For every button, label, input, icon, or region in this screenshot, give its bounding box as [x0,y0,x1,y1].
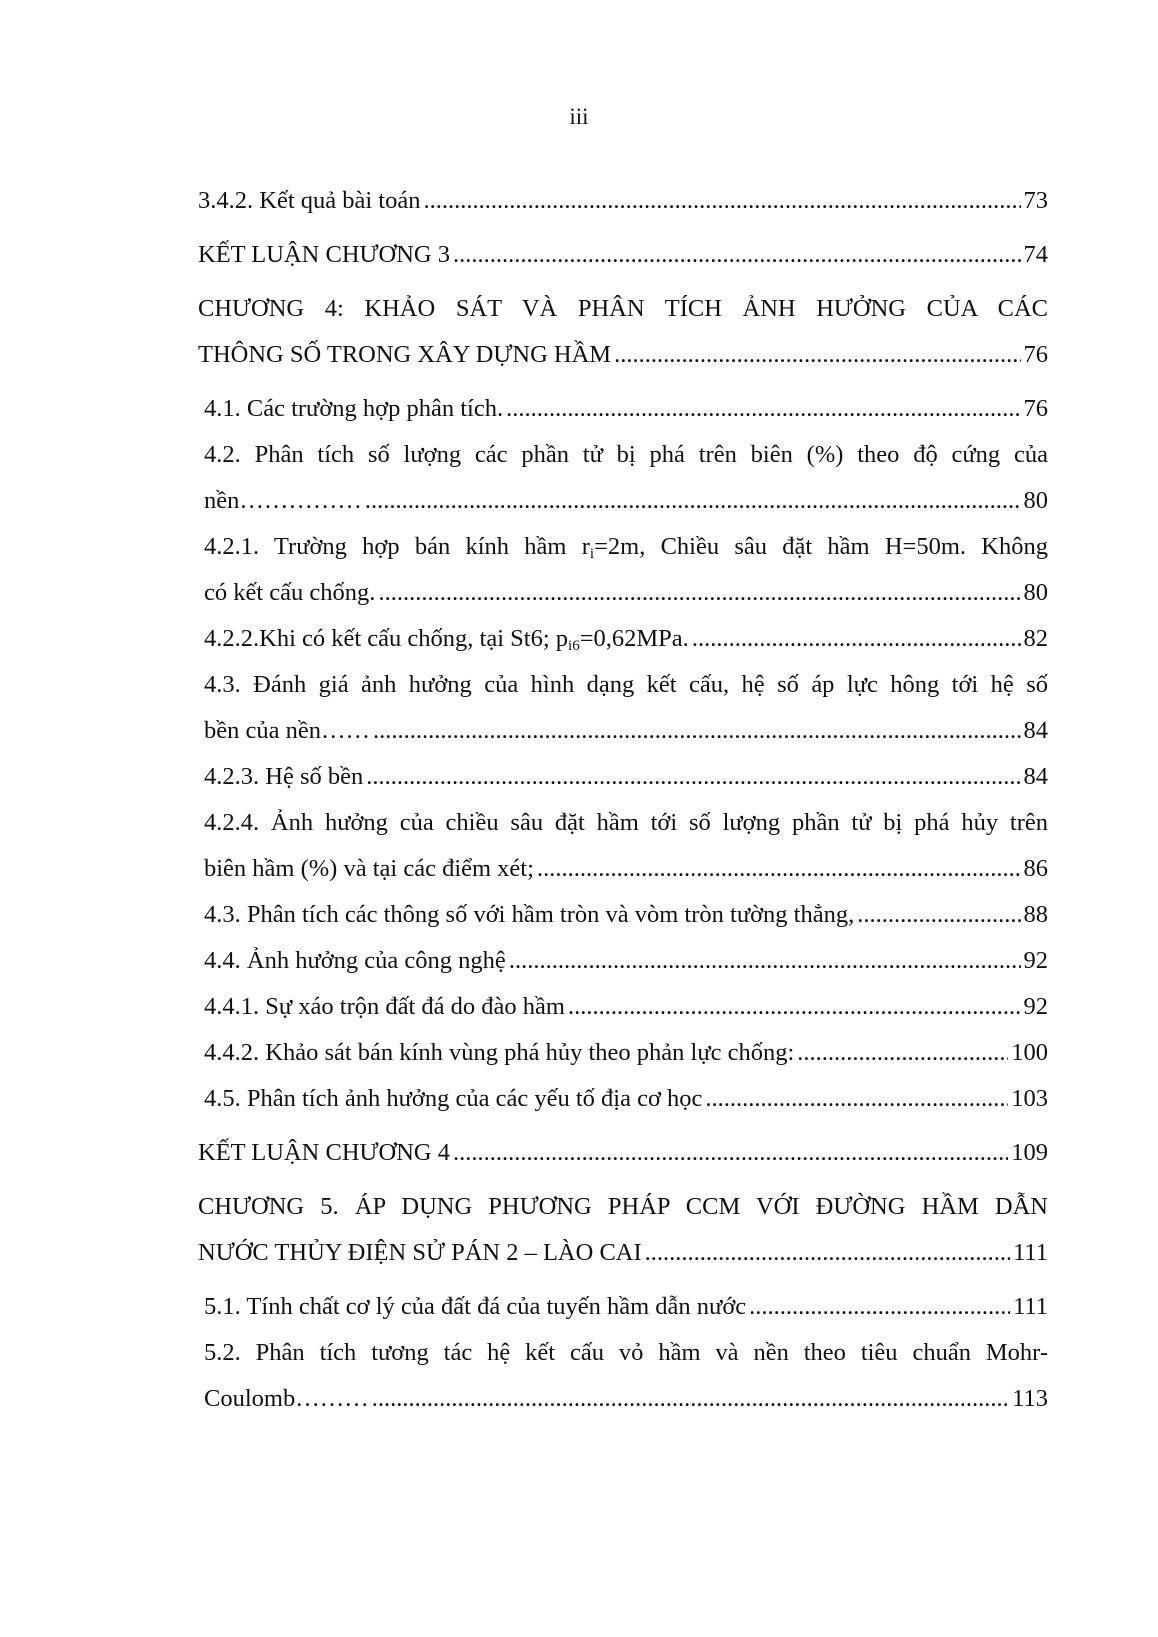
toc-entry-title-line1: 4.2.4. Ảnh hưởng của chiều sâu đặt hầm tới số lượng phần tử bị phá hủy trên [204,809,1048,836]
toc-page-number: 82 [1023,625,1048,652]
subscript: i [589,546,595,562]
toc-entry-3-4-2[interactable] [198,178,1048,224]
toc-entry-4-4[interactable] [204,938,1048,984]
dot-leader [378,570,1020,616]
toc-entry-5-2[interactable] [204,1330,1048,1422]
toc-entry-title: 4.4.2. Khảo sát bán kính vùng phá hủy theo phản lực chống: [204,1039,795,1066]
toc-entry-title [204,616,689,662]
toc-entry-ket-luan-4[interactable] [198,1130,1048,1176]
dot-leader [506,386,1020,432]
toc-page-number: 73 [1023,187,1048,214]
toc-page-number: 109 [1011,1139,1048,1166]
dot-leader [365,478,1021,524]
toc-page-number: 76 [1023,341,1048,368]
dot-leader [372,1376,1009,1422]
toc-entry-4-2-1[interactable] [204,524,1048,616]
toc-page-number: 80 [1023,579,1048,606]
toc-entry-title-line2: bền của nền…… [204,717,370,744]
toc-entry-title: 4.1. Các trường hợp phân tích. [204,395,504,422]
dot-leader [537,846,1021,892]
toc-entry-title: 4.3. Phân tích các thông số với hầm tròn và vòm tròn tường thẳng, [204,901,855,928]
toc-page-number: 86 [1023,855,1048,882]
toc-page-number: 84 [1023,717,1048,744]
toc-entry-chuong-5[interactable] [198,1184,1048,1276]
toc-page-number: 88 [1023,901,1048,928]
title-part: =0,62MPa. [579,625,689,652]
dot-leader [424,178,1021,224]
toc-entry-title-line2: có kết cấu chống. [204,579,376,606]
toc-entry-title: 5.1. Tính chất cơ lý của đất đá của tuyến hầm dẫn nước [204,1293,747,1320]
page-number: iii [569,104,589,129]
dot-leader [614,332,1020,378]
dot-leader [568,984,1021,1030]
dot-leader [453,232,1021,278]
toc-page-number: 103 [1011,1085,1048,1112]
toc-entry-title-line2: biên hầm (%) và tại các điểm xét; [204,855,534,882]
toc-entry-title-line2: nền…………… [204,487,362,514]
toc-entry-4-2[interactable] [204,432,1048,524]
toc-entry-4-3[interactable] [204,662,1048,754]
toc-entry-4-4-2[interactable] [204,1030,1048,1076]
toc-entry-title: 4.4. Ảnh hưởng của công nghệ [204,947,506,974]
toc-entry-title-line2: Coulomb……… [204,1385,369,1412]
toc-entry-title: 4.5. Phân tích ảnh hưởng của các yếu tố địa cơ học [204,1085,703,1112]
table-of-contents [198,178,1048,1422]
toc-entry-title-line1 [204,524,1048,570]
toc-entry-4-2-2[interactable] [204,616,1048,662]
dot-leader [749,1284,1010,1330]
dot-leader [453,1130,1008,1176]
dot-leader [705,1076,1008,1122]
toc-page-number: 74 [1023,241,1048,268]
toc-entry-title-line1: 4.2. Phân tích số lượng các phần tử bị phá trên biên (%) theo độ cứng của [204,441,1048,468]
toc-entry-chuong-4[interactable] [198,286,1048,378]
toc-entry-title: KẾT LUẬN CHƯƠNG 3 [198,241,450,268]
toc-entry-title: 4.4.1. Sự xáo trộn đất đá do đào hầm [204,993,565,1020]
toc-page-number: 76 [1023,395,1048,422]
dot-leader [797,1030,1008,1076]
toc-entry-title-line2: THÔNG SỐ TRONG XÂY DỰNG HẦM [198,341,612,368]
toc-entry-title: 4.2.3. Hệ số bền [204,763,364,790]
dot-leader [645,1230,1010,1276]
toc-entry-title-line2: NƯỚC THỦY ĐIỆN SỬ PÁN 2 – LÀO CAI [198,1239,642,1266]
dot-leader [373,708,1021,754]
toc-page-number: 111 [1013,1293,1048,1320]
toc-page-number: 84 [1023,763,1048,790]
dot-leader [692,616,1021,662]
toc-entry-4-4-1[interactable] [204,984,1048,1030]
dot-leader [509,938,1021,984]
title-part: =2m, Chiều sâu đặt hầm H=50m. Không [594,533,1048,560]
toc-entry-title-line1: CHƯƠNG 5. ÁP DỤNG PHƯƠNG PHÁP CCM VỚI ĐƯỜNG HẦM DẪN [198,1193,1048,1220]
toc-entry-5-1[interactable] [204,1284,1048,1330]
toc-page-number: 113 [1012,1385,1048,1412]
toc-entry-4-3-b[interactable] [204,892,1048,938]
subscript: i6 [568,638,580,654]
toc-page-number: 92 [1023,993,1048,1020]
toc-entry-4-2-4[interactable] [204,800,1048,892]
toc-entry-title-line1: CHƯƠNG 4: KHẢO SÁT VÀ PHÂN TÍCH ẢNH HƯỞNG CỦA CÁC [198,295,1048,322]
dot-leader [366,754,1020,800]
toc-entry-title: KẾT LUẬN CHƯƠNG 4 [198,1139,450,1166]
toc-page-number: 111 [1013,1239,1048,1266]
toc-entry-title-line1: 5.2. Phân tích tương tác hệ kết cấu vỏ hầm và nền theo tiêu chuẩn Mohr- [204,1339,1048,1366]
toc-page-number: 92 [1023,947,1048,974]
toc-entry-4-5[interactable] [204,1076,1048,1122]
toc-entry-title-line1: 4.3. Đánh giá ảnh hưởng của hình dạng kết cấu, hệ số áp lực hông tới hệ số [204,671,1048,698]
toc-entry-4-2-3[interactable] [204,754,1048,800]
toc-entry-title: 3.4.2. Kết quả bài toán [198,187,421,214]
title-part: 4.2.2.Khi có kết cấu chống, tại St6; p [204,625,569,652]
title-part: 4.2.1. Trường hợp bán kính hầm r [204,533,590,560]
toc-entry-ket-luan-3[interactable] [198,232,1048,278]
toc-page-number: 80 [1023,487,1048,514]
toc-page-number: 100 [1011,1039,1048,1066]
dot-leader [857,892,1020,938]
toc-entry-4-1[interactable] [204,386,1048,432]
